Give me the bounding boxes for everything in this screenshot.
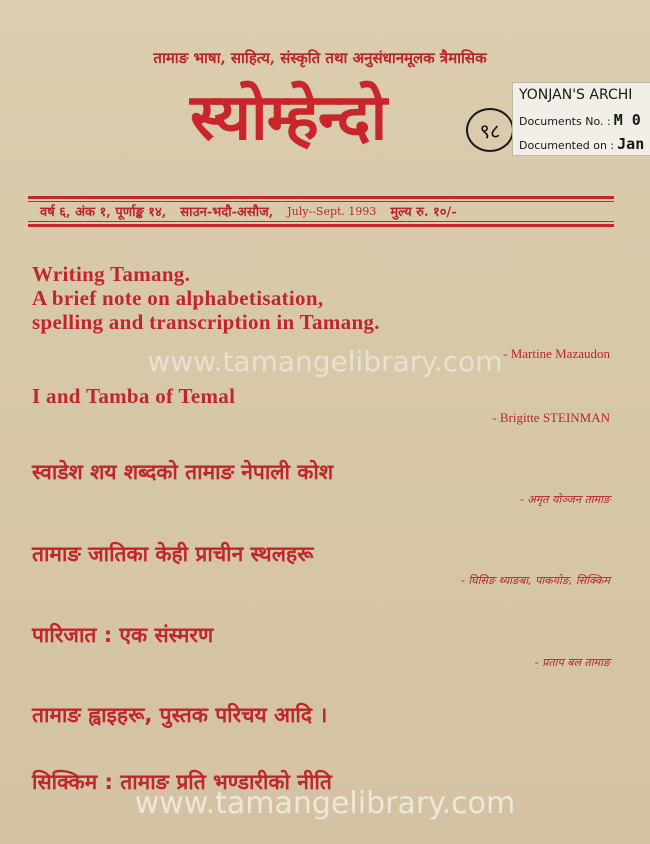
watermark-text: www.tamangelibrary.com [134, 786, 516, 821]
article-title-line: Writing Tamang. [32, 262, 191, 286]
issue-volume: वर्ष ६, अंक १, पूर्णाङ्क १४, [40, 205, 167, 220]
article-author: - Martine Mazaudon [503, 346, 610, 361]
documented-on-label: Documented on : [519, 139, 615, 152]
document-number-value: M 0 [613, 111, 641, 129]
documented-on-value: Jan [617, 135, 645, 153]
issue-price: मुल्य रु. १०/- [390, 205, 457, 220]
issue-info-line [40, 202, 610, 220]
issue-months: साउन-भदौ-असौज, [180, 205, 274, 220]
documented-on-row [519, 135, 644, 153]
issue-english-date: July--Sept. 1993 [287, 204, 377, 218]
article-author: - प्रताप बल तामाङ [534, 656, 610, 669]
article-title-line: सिक्किम : तामाङ प्रति भण्डारीको नीति [32, 770, 332, 794]
document-number-row [519, 111, 641, 129]
article-title-line: spelling and transcription in Tamang. [32, 310, 380, 334]
document-number-label: Documents No. : [519, 115, 611, 128]
article-title-line: तामाङ ह्वाइहरू, पुस्तक परिचय आदि । [32, 703, 328, 727]
archive-stamp [512, 82, 650, 156]
cover-tagline: तामाङ भाषा, साहित्य, संस्कृति तथा अनुसंधानमूलक त्रैमासिक [153, 49, 487, 67]
article-title-line: तामाङ जातिका केही प्राचीन स्थलहरू [32, 542, 314, 566]
article-title-line: स्वाडेश शय शब्दको तामाङ नेपाली कोश [32, 460, 334, 484]
handwritten-issue-number: ९८ [466, 108, 514, 152]
article-author: - घिसिङ थ्याङबा, पाकयोङ, सिक्किम [460, 574, 610, 587]
article-title-line: A brief note on alphabetisation, [32, 286, 324, 310]
article-title-line: I and Tamba of Temal [32, 384, 236, 408]
article-author: - अमृत योञ्जन तामाङ [519, 493, 610, 506]
watermark-text: www.tamangelibrary.com [147, 345, 503, 378]
archive-name: YONJAN'S ARCHI [519, 87, 633, 103]
article-author: - Brigitte STEINMAN [492, 410, 610, 425]
header-rule [28, 196, 614, 199]
header-rule [28, 221, 614, 222]
article-title-line: पारिजात : एक संस्मरण [32, 623, 214, 647]
header-rule [28, 224, 614, 227]
magazine-masthead: स्योम्हेन्दो [190, 80, 387, 155]
